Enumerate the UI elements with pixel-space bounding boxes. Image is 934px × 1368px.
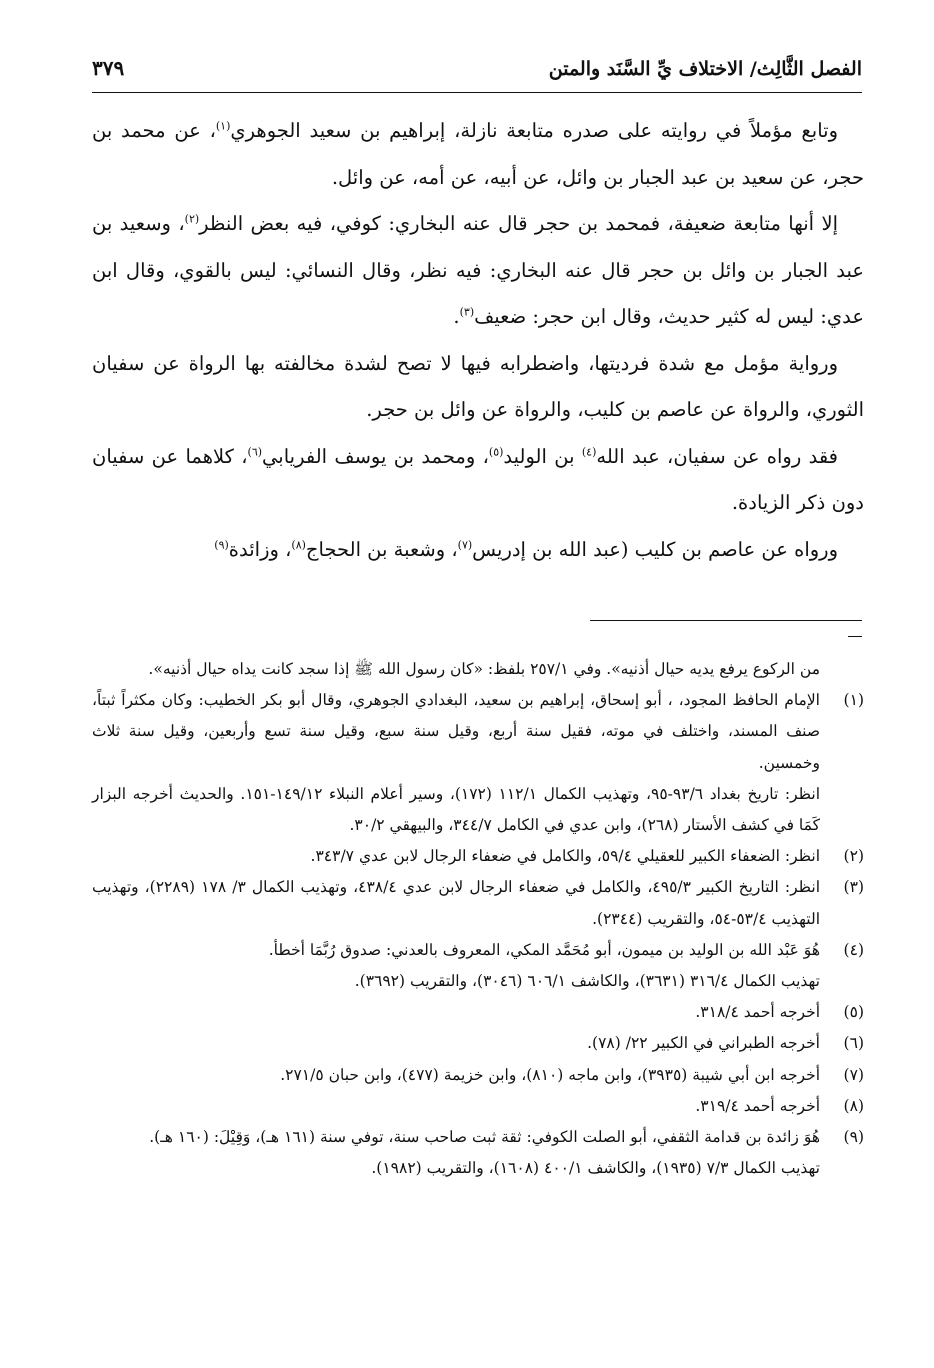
footnote-ref-4[interactable]: (٤) [581,445,597,458]
footnote-sources: تهذيب الكمال ٣١٦/٤ (٣٦٣١)، والكاشف ٦٠٦/١ (٣٠٤٦)، والتقريب (٣٦٩٢). [354,972,820,991]
footnote-7 [92,1060,864,1091]
footnote-5 [92,997,864,1028]
continuation-mark [848,636,862,637]
text-run: ، عن محمد بن حجر، عن سعيد بن عبد الجبار بن وائل، عن أبيه، عن أمه، عن وائل. [92,119,864,189]
running-header [92,52,862,93]
footnote-2 [92,841,864,872]
footnote-number: (٧) [843,1065,864,1084]
footnote-ref-6[interactable]: (٦) [247,445,263,458]
footnote-text: هُوَ عَبْد الله بن الوليد بن ميمون، أبو مُحَمَّد المكي، المعروف بالعدني: صدوق رُبَّمَا أخطأ. [268,940,820,959]
footnote-text: الإمام الحافظ المجود، ، أبو إسحاق، إبراهيم بن سعيد، البغدادي الجوهري، وقال أبو بكر الخطيب: وكان مكثراً ثبتاً، صنف المسند، واختلف في موته، فقيل سنة أربع، وقيل سنة سبع، وقيل سنة تسع وأربعين، وقيل سنة ثلاث وخمسين. [92,691,820,772]
footnote-number: (٩) [843,1128,864,1147]
footnote-ref-7[interactable]: (٧) [457,538,473,551]
page-number: ٣٧٩ [92,56,125,80]
text-run: بن الوليد [503,444,582,468]
text-run: ، وسعيد بن عبد الجبار بن وائل بن حجر قال عنه البخاري: فيه نظر، وقال النسائي: ليس بالقوي، وقال ابن عدي: ليس له كثير حديث، وقال ابن حجر: ضعيف [92,212,864,328]
text-run: ورواه عن عاصم بن كليب (عبد الله بن إدريس [472,537,838,561]
footnote-text: أخرجه أحمد ٣١٨/٤. [695,1003,820,1022]
paragraph-3: ورواية مؤمل مع شدة فرديتها، واضطرابه فيها لا تصح لشدة مخالفته بها الرواة عن سفيان الثوري، والرواة عن عاصم بن كليب، والرواة عن وائل بن حجر. [92,351,864,421]
main-text [92,108,864,573]
footnote-text: انظر: الضعفاء الكبير للعقيلي ٥٩/٤، والكامل في ضعفاء الرجال لابن عدي ٣٤٣/٧. [310,847,820,866]
footnote-number: (٦) [843,1034,864,1053]
footnote-ref-9[interactable]: (٩) [214,538,229,551]
text-run: ، كلاهما عن سفيان دون ذكر الزيادة. [92,444,864,514]
chapter-title: الفصل الثَّالِث/ الاختلاف يِّ السَّنَد والمتن [548,58,862,80]
footnote-9 [92,1122,864,1184]
footnote-text: أخرجه الطبراني في الكبير ٢٢/ (٧٨). [587,1034,820,1053]
footnote-ref-2[interactable]: (٢) [184,212,200,226]
footnote-sources: انظر: تاريخ بغداد ٩٣/٦-٩٥، وتهذيب الكمال ١١٢/١ (١٧٢)، وسير أعلام النبلاء ١٤٩/١٢-١٥١. والحديث أخرجه البزار كَمَا في كشف الأستار (٢٦٨)، وابن عدي في الكامل ٣٤٤/٧، والبيهقي ٣٠/٢. [92,784,821,835]
footnote-sources: تهذيب الكمال ٧/٣ (١٩٣٥)، والكاشف ٤٠٠/١ (١٦٠٨)، والتقريب (١٩٨٢). [371,1159,820,1178]
footnotes [92,654,864,1184]
footnote-ref-3[interactable]: (٣) [459,305,475,319]
text-run: وتابع مؤملاً في روايته على صدره متابعة نازلة، إبراهيم بن سعيد الجوهري [230,119,838,142]
footnote-separator [590,620,862,621]
footnote-8 [92,1091,864,1122]
footnote-number: (٣) [843,878,864,897]
text-run: ، ومحمد بن يوسف الفريابي [262,444,489,468]
paragraph-1 [92,108,864,201]
text-run: ، وشعبة بن الحجاج [305,537,458,561]
footnote-text: أخرجه ابن أبي شيبة (٣٩٣٥)، وابن ماجه (٨١٠)، وابن خزيمة (٤٧٧)، وابن حبان ٢٧١/٥. [280,1065,820,1084]
footnote-4 [92,935,864,997]
footnote-number: (٥) [843,1003,864,1022]
footnote-6 [92,1028,864,1059]
text-run: ، وزائدة [228,537,292,561]
footnote-1 [92,685,864,841]
footnote-continuation: من الركوع يرفع يديه حيال أذنيه». وفي ٢٥٧/١ بلفظ: «كان رسول الله ﷺ إذا سجد كانت يداه حيال أذنيه». [148,660,820,678]
footnote-number: (٤) [843,940,864,959]
footnote-ref-8[interactable]: (٨) [291,538,306,551]
footnote-text: هُوَ زائدة بن قدامة الثقفي، أبو الصلت الكوفي: ثقة ثبت صاحب سنة، توفي سنة (١٦١ هـ)، وَقِيْلَ: (١٦٠ هـ). [149,1128,820,1147]
text-run: فقد رواه عن سفيان، عبد الله [596,444,839,468]
paragraph-4 [92,434,864,527]
footnote-ref-1[interactable]: (١) [215,119,231,133]
paragraph-2 [92,201,864,341]
text-run: إلا أنها متابعة ضعيفة، فمحمد بن حجر قال عنه البخاري: كوفي، فيه بعض النظر [199,212,838,235]
footnote-text: انظر: التاريخ الكبير ٤٩٥/٣، والكامل في ضعفاء الرجال لابن عدي ٤٣٨/٤، وتهذيب الكمال ٣/ ١٧٨ (٢٢٨٩)، وتهذيب التهذيب ٥٣/٤-٥٤، والتقريب (٢٣٤٤). [92,878,820,928]
footnote-text: أخرجه أحمد ٣١٩/٤. [695,1096,820,1115]
paragraph-5 [92,527,864,574]
text-run: . [453,305,460,328]
footnote-ref-5[interactable]: (٥) [488,445,504,458]
footnote-number: (٨) [843,1096,864,1115]
footnote-number: (٢) [843,847,864,866]
footnote-3 [92,872,864,934]
footnote-number: (١) [843,691,864,710]
